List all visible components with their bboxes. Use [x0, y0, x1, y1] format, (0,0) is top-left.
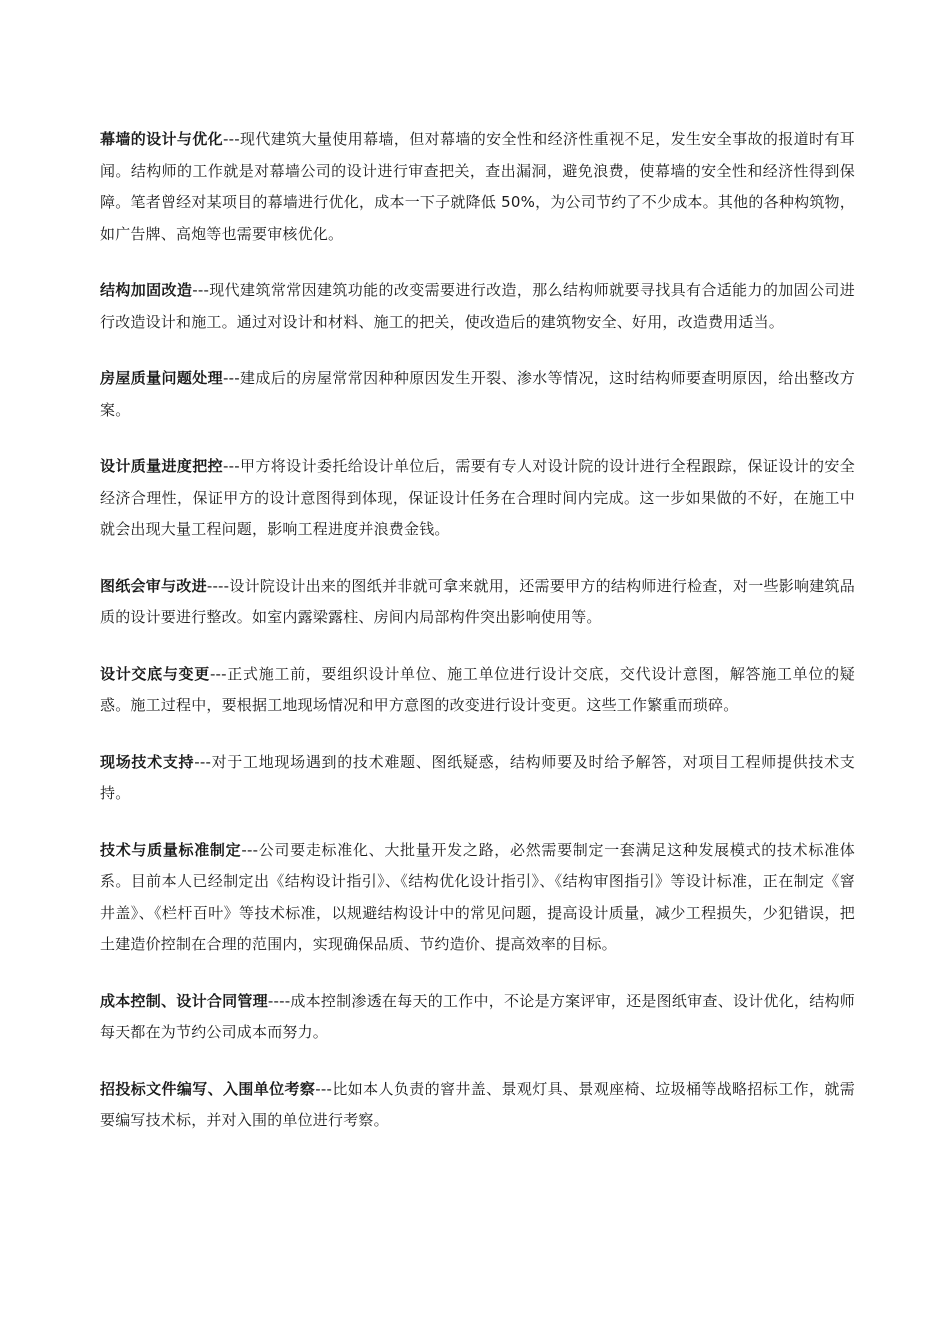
paragraph-text: 正式施工前，要组织设计单位、施工单位进行设计交底，交代设计意图，解答施工单位的疑惑。施工过程中，要根据工地现场情况和甲方意图的改变进行设计变更。这些工作繁重而琐碎。 — [100, 664, 855, 714]
paragraph-heading: 技术与质量标准制定 — [100, 840, 242, 859]
paragraph-heading: 幕墙的设计与优化 — [100, 130, 224, 148]
paragraph-drawing-review — [100, 571, 855, 634]
paragraph-text: -建成后的房屋常常因种种原因发生开裂、渗水等情况，这时结构师要查明原因，给出整改方案。 — [100, 369, 855, 419]
paragraph-heading: 设计交底与变更 — [100, 664, 210, 683]
paragraph-separator: ---- — [206, 576, 230, 595]
paragraph-curtain-wall — [100, 124, 855, 250]
paragraph-heading: 现场技术支持 — [100, 752, 195, 771]
paragraph-bidding — [100, 1074, 855, 1137]
paragraph-text: 公司要走标准化、大批量开发之路，必然需要制定一套满足这种发展模式的技术标准体系。目前本人已经制定出《结构设计指引》、《结构优化设计指引》、《结构审图指引》等设计标准，正在制定《窨井盖》、《栏杆百叶》等技术标准，以规避结构设计中的常见问题，提高设计质量，减少工程损失，少犯错误，把土建造价控制在合理的范围内，实现确保品质、节约造价、提高效率的目标。 — [100, 840, 855, 953]
paragraph-text: 成本控制渗透在每天的工作中，不论是方案评审，还是图纸审查、设计优化，结构师每天都在为节约公司成本而努力。 — [100, 991, 855, 1041]
paragraph-text: 现代建筑大量使用幕墙，但对幕墙的安全性和经济性重视不足，发生安全事故的报道时有耳闻。结构师的工作就是对幕墙公司的设计进行审查把关，查出漏洞，避免浪费，使幕墙的安全性和经济性得到保障。笔者曾经对某项目的幕墙进行优化，成本一下子就降低 50%，为公司节约了不少成本。其他的各种构筑物，如广告牌、高炮等也需要审核优化。 — [100, 130, 855, 243]
paragraph-quality-issues — [100, 363, 855, 426]
paragraph-text: 甲方将设计委托给设计单位后，需要有专人对设计院的设计进行全程跟踪，保证设计的安全经济合理性，保证甲方的设计意图得到体现，保证设计任务在合理时间内完成。这一步如果做的不好，在施工中就会出现大量工程问题，影响工程进度并浪费金钱。 — [100, 457, 855, 538]
document-body — [100, 124, 855, 1162]
paragraph-separator: --- — [223, 457, 240, 475]
paragraph-heading: 结构加固改造 — [100, 281, 193, 299]
paragraph-site-support — [100, 747, 855, 810]
paragraph-separator: --- — [192, 281, 210, 299]
paragraph-separator: --- — [241, 840, 259, 859]
paragraph-separator: --- — [209, 664, 227, 683]
paragraph-separator: ---- — [267, 991, 291, 1010]
paragraph-text: 设计院设计出来的图纸并非就可拿来就用，还需要甲方的结构师进行检查，对一些影响建筑品质的设计要进行整改。如室内露梁露柱、房间内局部构件突出影响使用等。 — [100, 576, 855, 626]
paragraph-separator: --- — [194, 752, 212, 771]
paragraph-heading: 房屋质量问题处理 — [100, 369, 224, 387]
paragraph-separator: --- — [315, 1079, 333, 1098]
paragraph-design-control — [100, 451, 855, 546]
paragraph-heading: 成本控制、设计合同管理 — [100, 991, 268, 1010]
paragraph-cost-control — [100, 986, 855, 1049]
paragraph-standards — [100, 835, 855, 961]
paragraph-heading: 图纸会审与改进 — [100, 576, 207, 595]
paragraph-text: 比如本人负责的窨井盖、景观灯具、景观座椅、垃圾桶等战略招标工作，就需要编写技术标，并对入围的单位进行考察。 — [100, 1079, 855, 1129]
paragraph-separator: --- — [223, 130, 240, 148]
paragraph-text: 现代建筑常常因建筑功能的改变需要进行改造，那么结构师就要寻找具有合适能力的加固公司进行改造设计和施工。通过对设计和材料、施工的把关，使改造后的建筑物安全、好用，改造费用适当。 — [100, 281, 856, 331]
paragraph-heading: 招投标文件编写、入围单位考察 — [100, 1079, 316, 1098]
paragraph-heading: 设计质量进度把控 — [100, 457, 224, 475]
paragraph-separator: -- — [223, 369, 235, 387]
paragraph-reinforcement — [100, 275, 855, 338]
paragraph-text: 对于工地现场遇到的技术难题、图纸疑惑，结构师要及时给予解答，对项目工程师提供技术支持。 — [100, 752, 855, 802]
paragraph-design-change — [100, 659, 855, 722]
